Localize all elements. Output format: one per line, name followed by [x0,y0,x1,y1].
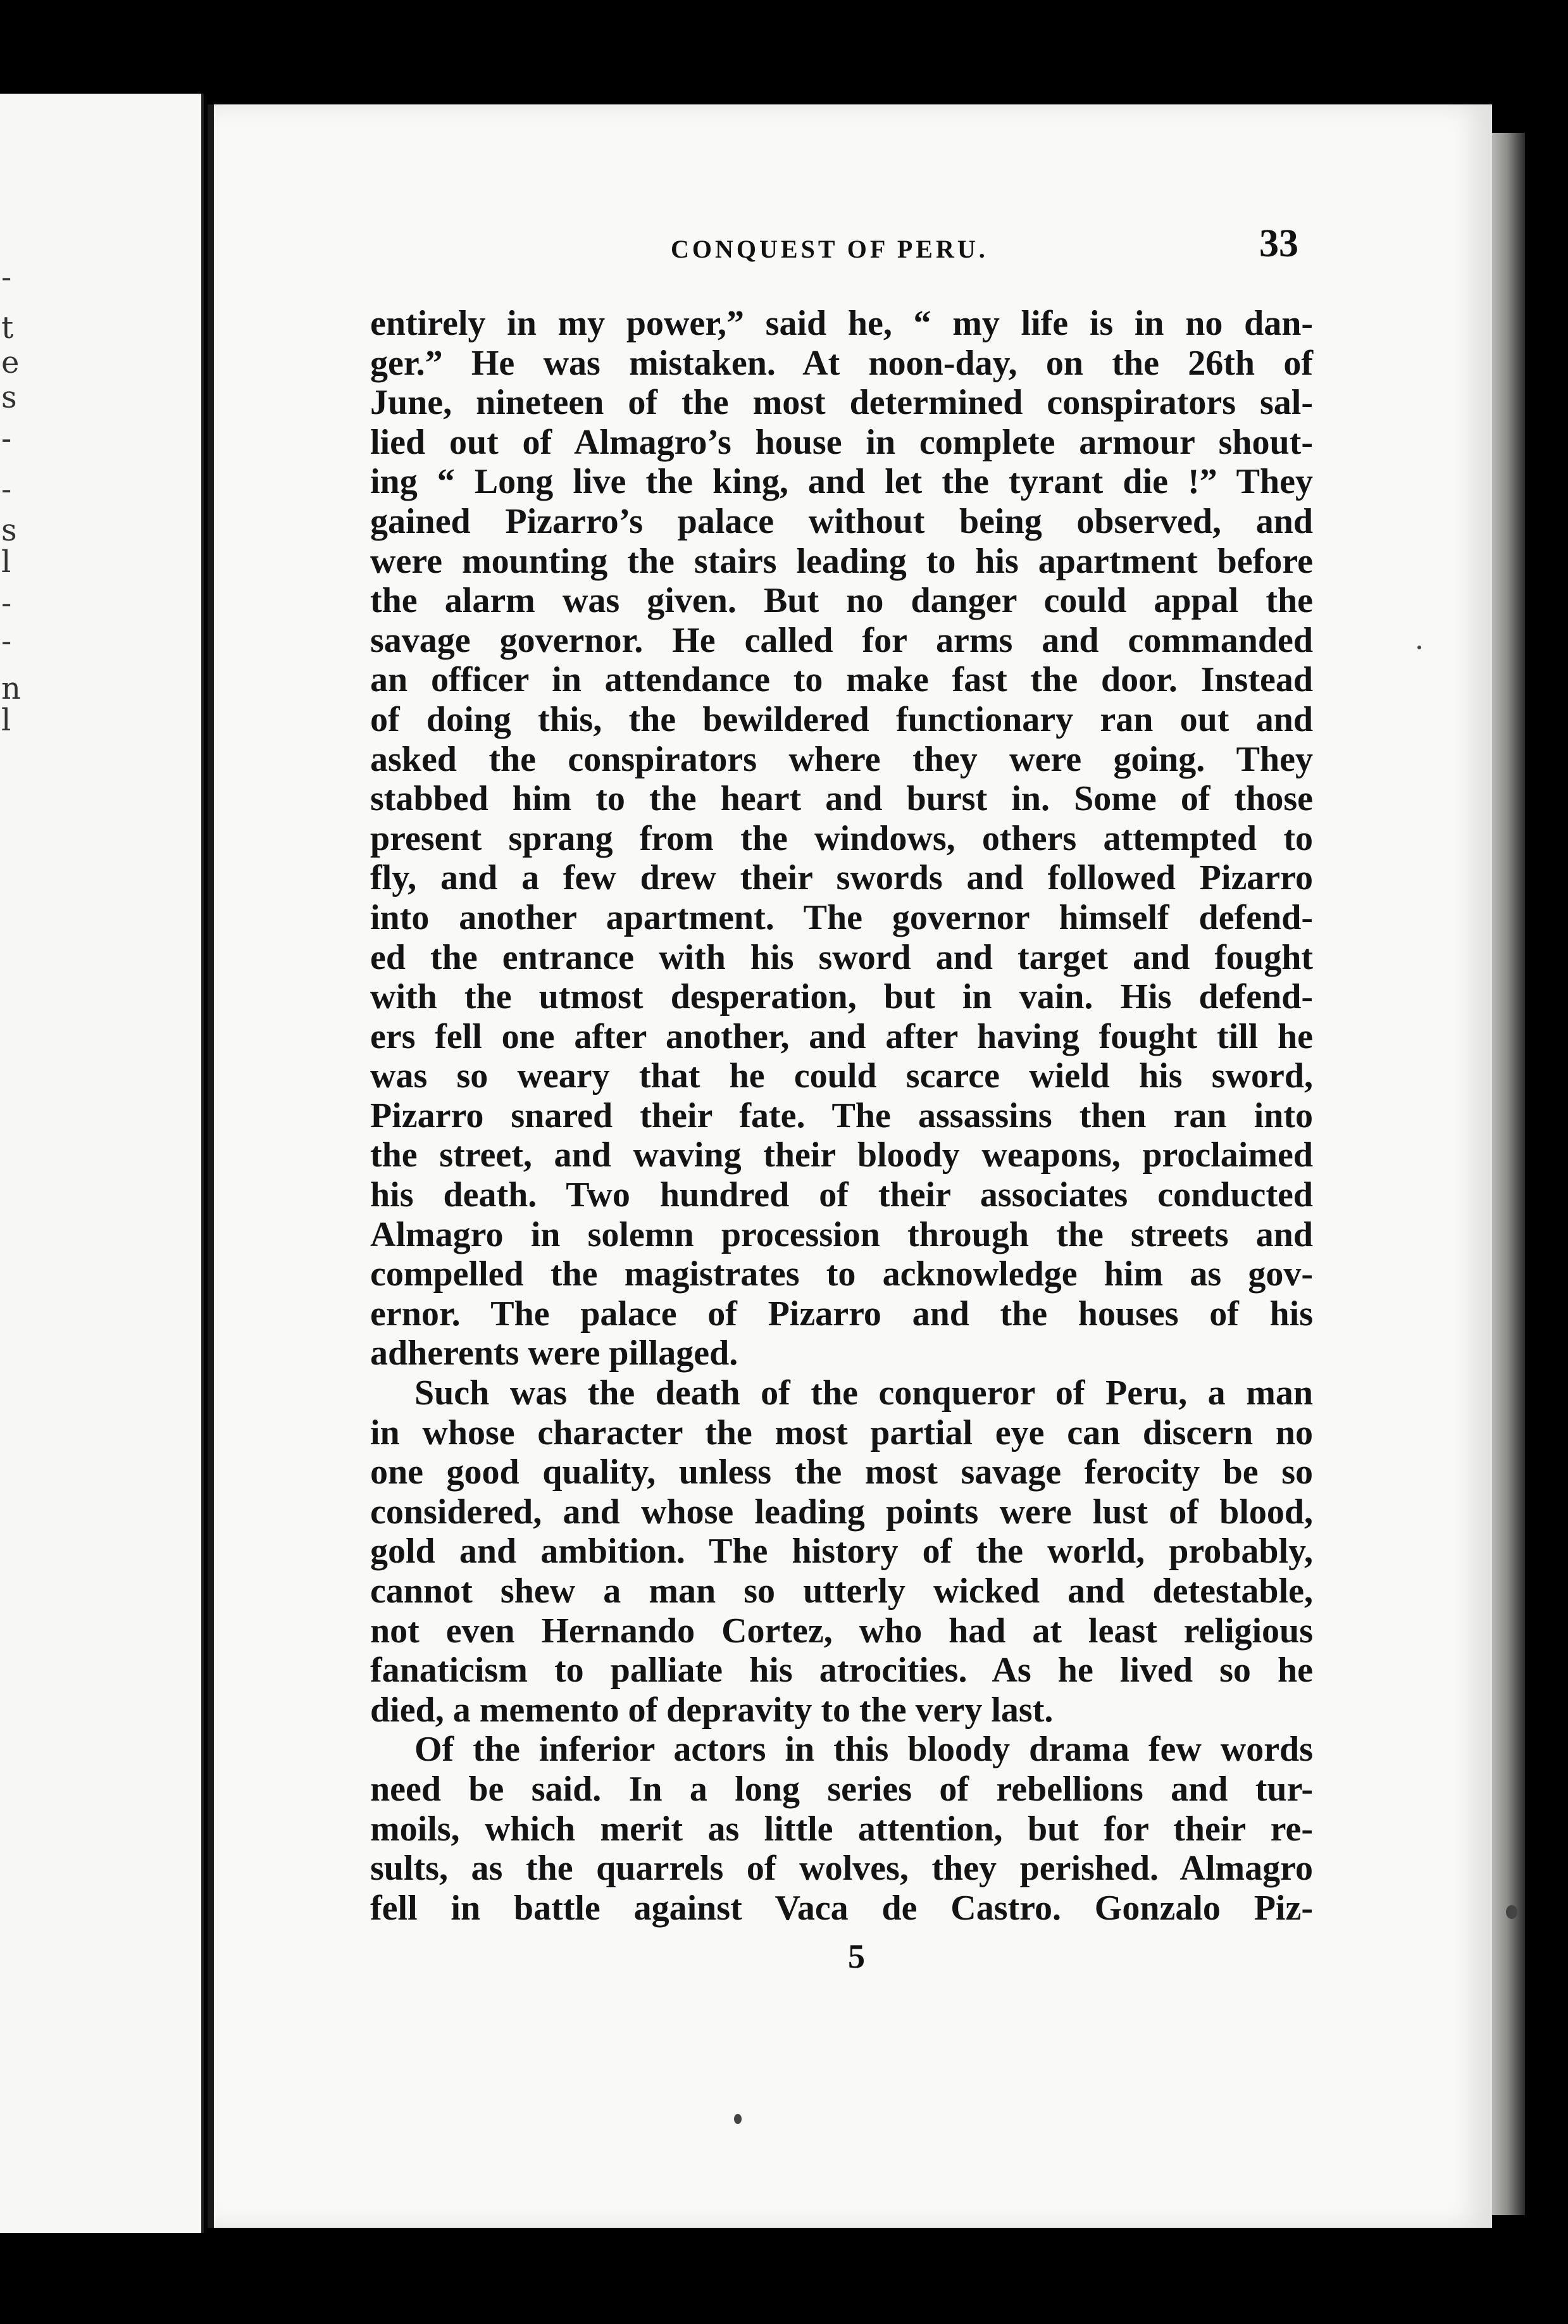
text-line: Such was the death of the conqueror of Peru, a man [414,1373,1313,1413]
signature-mark: 5 [848,1937,865,1975]
ink-speck [734,2114,742,2124]
text-line: the alarm was given. But no danger could appal the [370,581,1313,621]
text-line: fanaticism to palliate his atrocities. As he lived so he [370,1651,1313,1690]
text-line: June, nineteen of the most determined conspirators sal- [370,383,1313,423]
previous-page-fragment: - [1,585,12,621]
text-line: present sprang from the windows, others attempted to [370,818,1313,858]
text-line: adherents were pillaged. [370,1334,738,1373]
text-line: in whose character the most partial eye can discern no [370,1413,1313,1452]
text-line: with the utmost desperation, but in vain. His defend- [370,977,1313,1017]
text-line: moils, which merit as little attention, but for their re- [370,1809,1313,1849]
text-line: his death. Two hundred of their associates conducted [370,1175,1313,1215]
text-line: need be said. In a long series of rebellions and tur- [370,1769,1313,1809]
text-line: fell in battle against Vaca de Castro. Gonzalo Piz- [370,1888,1313,1928]
text-line: compelled the magistrates to acknowledge him as gov- [370,1254,1313,1294]
previous-page-fragment: - [1,421,12,456]
text-line: Of the inferior actors in this bloody drama few words [414,1730,1313,1770]
text-line: not even Hernando Cortez, who had at least religious [370,1611,1313,1651]
text-line: sults, as the quarrels of wolves, they perished. Almagro [370,1849,1313,1889]
text-line: one good quality, unless the most savage ferocity be so [370,1452,1313,1492]
previous-page-fragment: e [1,345,20,380]
text-line: of doing this, the bewildered functionary ran out and [370,699,1313,739]
text-line: entirely in my power,” said he, “ my life is in no dan- [370,304,1313,343]
text-line: savage governor. He called for arms and commanded [370,620,1313,660]
text-line: ers fell one after another, and after having fought till he [370,1016,1313,1056]
text-line: considered, and whose leading points were lust of blood, [370,1492,1313,1532]
text-line: stabbed him to the heart and burst in. Some of those [370,779,1313,819]
text-line: lied out of Almagro’s house in complete armour shout- [370,422,1313,462]
body-text [370,304,1313,1928]
text-line: died, a memento of depravity to the very last. [370,1690,1054,1730]
text-line: gold and ambition. The history of the world, probably, [370,1532,1313,1571]
text-line: were mounting the stairs leading to his apartment before [370,541,1313,581]
previous-page-fragment: s [1,513,17,548]
previous-page-fragment: - [1,472,12,507]
text-line: cannot shew a man so utterly wicked and detestable, [370,1571,1313,1611]
text-line: ernor. The palace of Pizarro and the houses of his [370,1294,1313,1334]
previous-page-fragment: - [1,259,12,295]
text-line: into another apartment. The governor himself defend- [370,897,1313,937]
text-line: fly, and a few drew their swords and followed Pizarro [370,858,1313,898]
text-line: Pizarro snared their fate. The assassins then ran into [370,1096,1313,1135]
ink-speck [1506,1905,1517,1919]
text-line: was so weary that he could scarce wield his sword, [370,1056,1313,1096]
text-line: ger.” He was mistaken. At noon-day, on the 26th of [370,343,1313,383]
previous-page-text-fragments [0,94,19,2233]
text-line: ing “ Long live the king, and let the tyrant die !” They [370,462,1313,502]
previous-page-fragment: l [1,544,11,580]
previous-page-fragment: s [1,380,17,415]
previous-page-edge [0,94,204,2233]
previous-page-fragment: - [1,623,12,659]
text-line: the street, and waving their bloody weapons, proclaimed [370,1135,1313,1175]
text-line: an officer in attendance to make fast the door. Instead [370,660,1313,700]
running-head: CONQUEST OF PERU. [671,235,988,263]
ink-speck [1417,646,1421,649]
page-number: 33 [1259,222,1298,265]
text-line: asked the conspirators where they were going. They [370,739,1313,779]
previous-page-fragment: l [1,703,11,738]
text-line: gained Pizarro’s palace without being observed, and [370,501,1313,541]
previous-page-fragment: n [1,671,21,706]
text-line: ed the entrance with his sword and target and fought [370,937,1313,977]
text-line: Almagro in solemn procession through the streets and [370,1215,1313,1254]
previous-page-fragment: t [1,310,14,346]
